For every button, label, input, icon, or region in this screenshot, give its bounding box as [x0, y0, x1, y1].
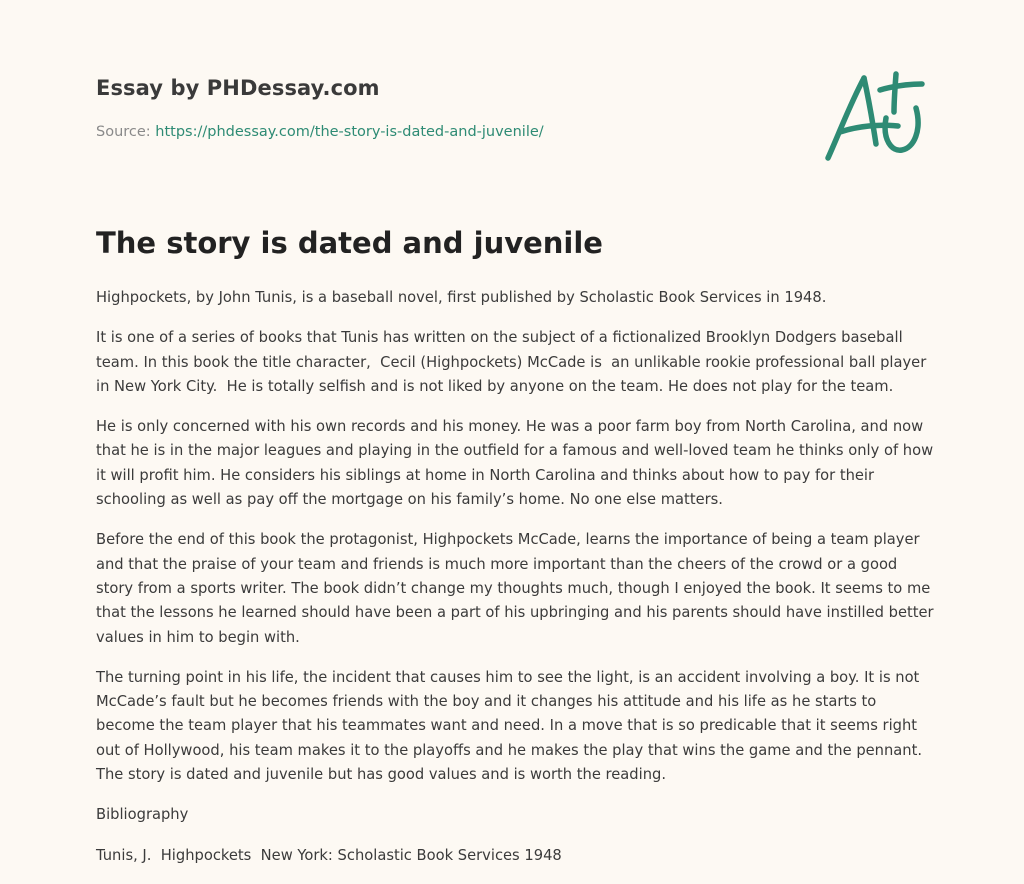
- essay-body: [96, 286, 939, 884]
- a-plus-grade-icon: [818, 66, 930, 168]
- source-link[interactable]: https://phdessay.com/the-story-is-dated-and-juvenile/: [155, 124, 544, 140]
- paragraph: Before the end of this book the protagonist, Highpockets McCade, learns the importance of being a team player and that the praise of your team and friends is much more important than the cheers of the crowd or a good story from a sports writer. The book didn’t change my thoughts much, though I enjoyed the book. It seems to me that the lessons he learned should have been a part of his upbringing and his parents should have instilled better values in him to begin with.: [96, 531, 939, 646]
- paragraph: It is one of a series of books that Tunis has written on the subject of a fictionalized Brooklyn Dodgers baseball team. In this book the title character, Cecil (Highpockets) McCade is an unlikable rookie professional ball player in New York City. He is totally selfish and is not liked by anyone on the team. He does not play for the team.: [96, 329, 931, 395]
- source-label: Source:: [96, 124, 151, 140]
- site-brand: Essay by PHDessay.com: [96, 76, 380, 100]
- source-line: [96, 124, 544, 140]
- paragraph: The turning point in his life, the incident that causes him to see the light, is an accident involving a boy. It is not McCade’s fault but he becomes friends with the boy and it changes his attitude and his life as he starts to become the team player that his teammates want and need. In a move that is so predicable that it seems right out of Hollywood, his team makes it to the playoffs and he makes the play that wins the game and the pennant. The story is dated and juvenile but has good values and is worth the reading.: [96, 668, 927, 784]
- paragraph: He is only concerned with his own records and his money. He was a poor farm boy from North Carolina, and now that he is in the major leagues and playing in the outfield for a famous and well-loved team he thinks only of how it will profit him. He considers his siblings at home in North Carolina and thinks about how to pay for their schooling as well as pay off the mortgage on his family’s home. No one else matters.: [96, 418, 938, 509]
- bibliography-heading: Bibliography: [96, 806, 189, 824]
- page-title: The story is dated and juvenile: [96, 226, 603, 260]
- bibliography-entry: Tunis, J. Highpockets New York: Scholastic Book Services 1948: [96, 846, 562, 864]
- paragraph: Highpockets, by John Tunis, is a baseball novel, first published by Scholastic Book Services in 1948.: [96, 289, 827, 306]
